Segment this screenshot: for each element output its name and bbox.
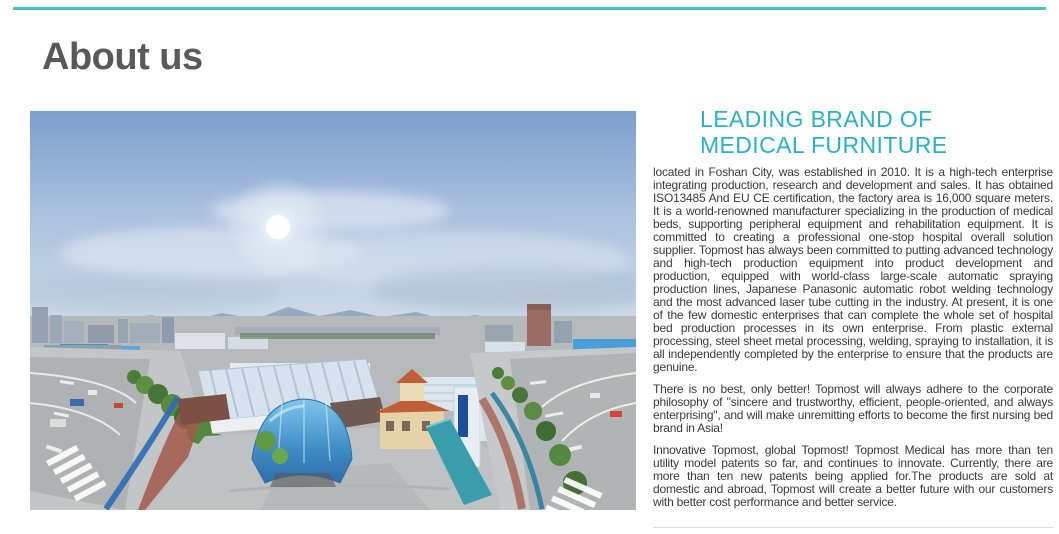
top-accent-rule [13,7,1046,10]
about-paragraph-2: There is no best, only better! Topmost will always adhere to the corporate philosophy of "sincere and trustworthy, efficient, people-oriented, and always enterprising", and will make unremitting efforts to become the first nursing bed brand in Asia! [653,382,1053,435]
section-heading [700,106,1053,158]
factory-panorama-image [30,111,636,510]
page-title: About us [42,36,203,78]
bottom-divider-rule [653,527,1053,528]
about-paragraph-3: Innovative Topmost, global Topmost! Topmost Medical has more than ten utility model patents so far, and continues to innovate. Currently, there are more than ten new patents being applied for.The products are sold at domestic and abroad, Topmost will create a better future with our customers with better cost performance and better service. [653,443,1053,509]
about-paragraph-1: located in Foshan City, was established in 2010. It is a high-tech enterprise integrating production, research and development and sales. It has obtained ISO13485 And EU CE certification, the factory area is 16,000 square meters. It is a world-renowned manufacturer specializing in the production of medical beds, supporting peripheral equipment and rehabilitation equipment. It is committed to creating a professional one-stop hospital overall solution supplier. Topmost has always been committed to putting advanced technology and high-tech production equipment into product development and production, equipped with world-class large-scale automatic spraying production lines, Japanese Panasonic automatic robot welding technology and the most advanced laser tube cutting in the industry. At present, it is one of the few domestic enterprises that can complete the whole set of hospital bed production processes in its own enterprise. From plastic external processing, steel sheet metal processing, welding, spraying to installation, it is all independently completed by the enterprise to ensure that the products are genuine. [653,165,1053,374]
about-paragraphs [653,166,1053,509]
section-heading-line1: LEADING BRAND OF [700,106,933,132]
section-heading-line2: MEDICAL FURNITURE [700,132,948,158]
about-text-column [653,106,1053,509]
panorama-illustration [30,111,636,510]
